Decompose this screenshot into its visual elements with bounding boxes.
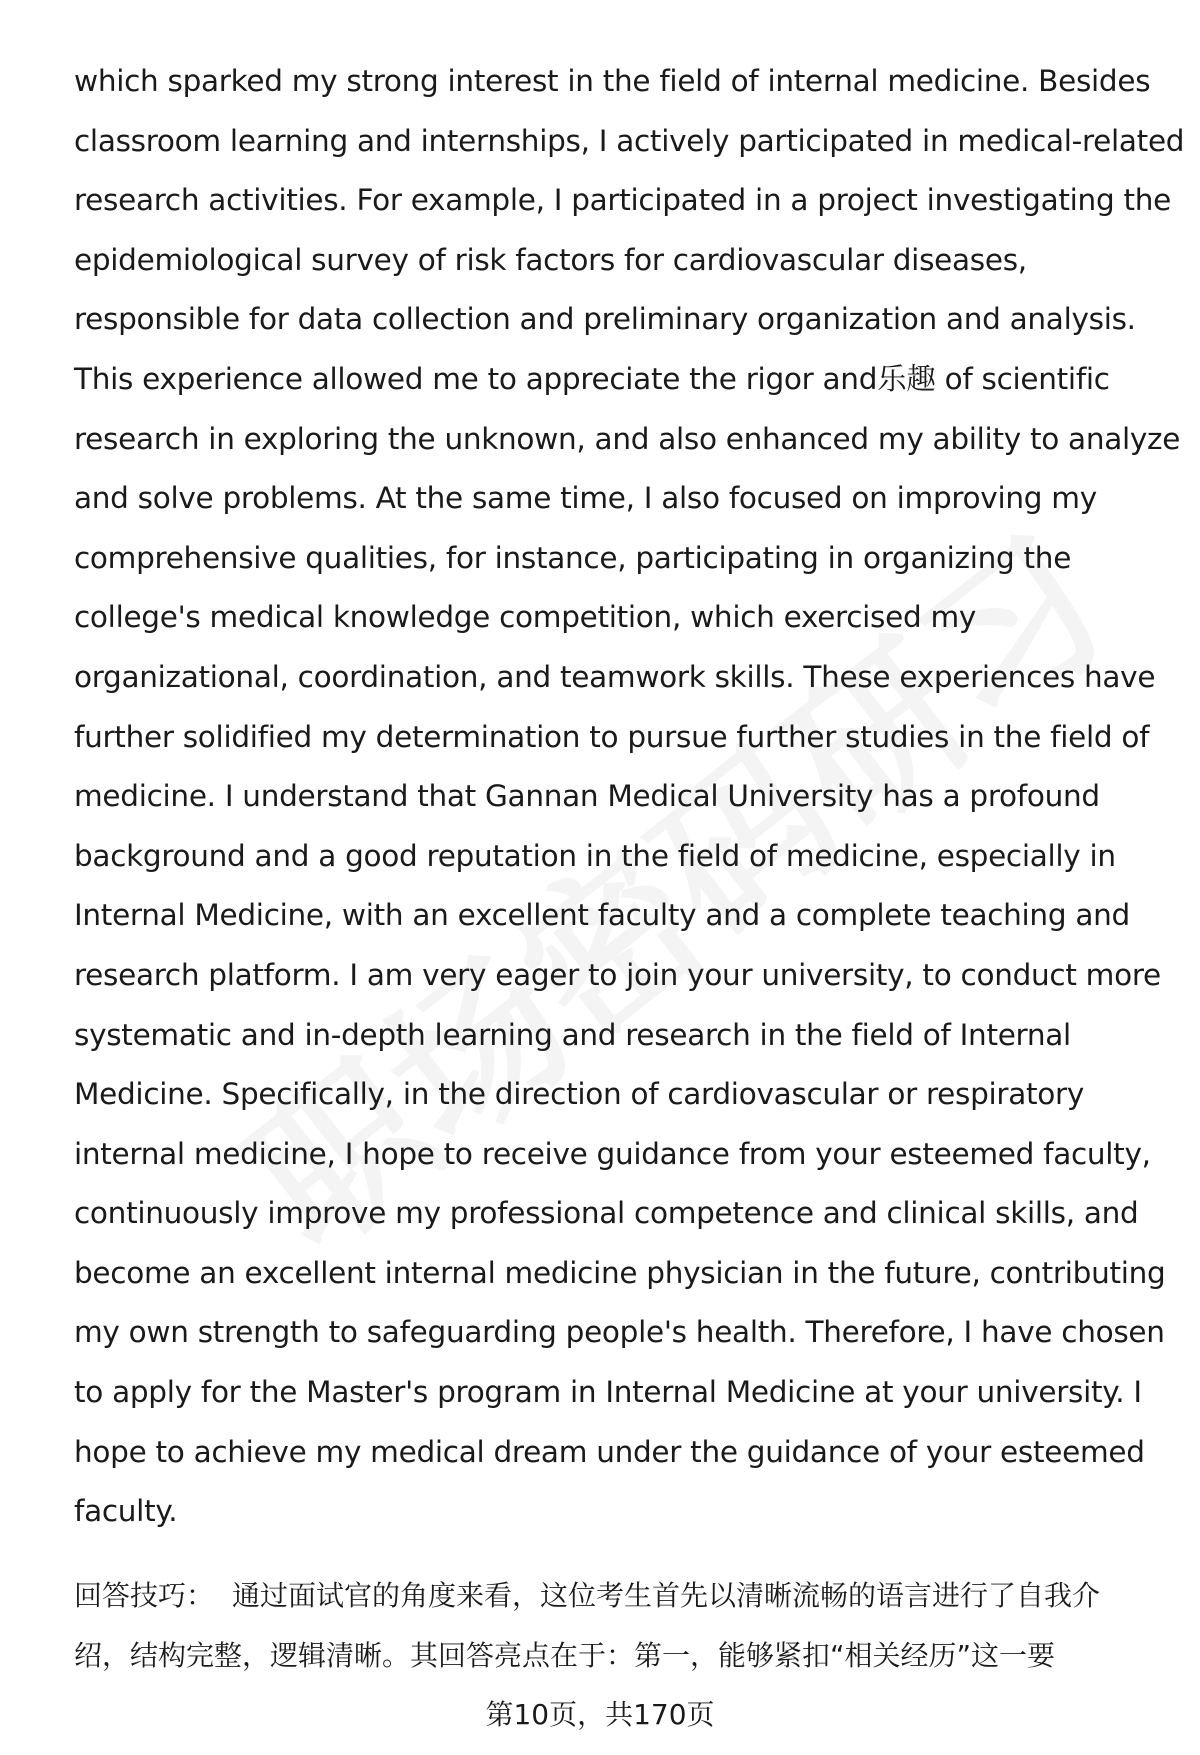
body-line: organizational, coordination, and teamwork skills. These experiences have: [74, 659, 1156, 694]
body-line: my own strength to safeguarding people's health. Therefore, I have chosen: [74, 1315, 1165, 1350]
body-line: hope to achieve my medical dream under the guidance of your esteemed: [74, 1434, 1145, 1469]
body-line: medicine. I understand that Gannan Medical University has a profound: [74, 779, 1100, 814]
body-line: become an excellent internal medicine physician in the future, contributing: [74, 1255, 1166, 1290]
body-paragraph: [74, 52, 1185, 1542]
body-line: and solve problems. At the same time, I also focused on improving my: [74, 481, 1097, 516]
body-line: systematic and in-depth learning and research in the field of Internal: [74, 1017, 1071, 1052]
body-line: responsible for data collection and preliminary organization and analysis.: [74, 302, 1136, 337]
body-line: epidemiological survey of risk factors for cardiovascular diseases,: [74, 242, 1027, 277]
answer-tips: [74, 1566, 1164, 1685]
body-line: background and a good reputation in the field of medicine, especially in: [74, 838, 1116, 873]
page-number: 第10页，共170页: [485, 1698, 715, 1731]
body-line: continuously improve my professional competence and clinical skills, and: [74, 1196, 1139, 1231]
body-line: research in exploring the unknown, and also enhanced my ability to analyze: [74, 421, 1181, 456]
body-line: college's medical knowledge competition, which exercised my: [74, 600, 977, 635]
body-line: Internal Medicine, with an excellent faculty and a complete teaching and: [74, 898, 1130, 933]
body-line: This experience allowed me to appreciate the rigor and乐趣 of scientific: [74, 361, 1110, 396]
tips-line: 绍，结构完整，逻辑清晰。其回答亮点在于：第一，能够紧扣“相关经历”这一要: [74, 1638, 1056, 1672]
body-line: further solidified my determination to pursue further studies in the field of: [74, 719, 1150, 754]
body-line: which sparked my strong interest in the field of internal medicine. Besides: [74, 64, 1151, 98]
body-line: comprehensive qualities, for instance, participating in organizing the: [74, 540, 1072, 575]
body-line: to apply for the Master's program in Internal Medicine at your university. I: [74, 1375, 1142, 1410]
body-line: internal medicine, I hope to receive guidance from your esteemed faculty,: [74, 1136, 1151, 1171]
tips-label: 回答技巧：: [74, 1579, 215, 1612]
body-line: research platform. I am very eager to join your university, to conduct more: [74, 957, 1161, 992]
tips-line: [74, 1566, 1164, 1626]
body-line: Medicine. Specifically, in the direction of cardiovascular or respiratory: [74, 1077, 1085, 1112]
body-line: research activities. For example, I participated in a project investigating the: [74, 183, 1171, 218]
tips-text: 通过面试官的角度来看，这位考生首先以清晰流畅的语言进行了自我介: [232, 1579, 1101, 1612]
body-line: classroom learning and internships, I actively participated in medical-related: [74, 123, 1185, 158]
body-line: faculty.: [74, 1494, 178, 1529]
